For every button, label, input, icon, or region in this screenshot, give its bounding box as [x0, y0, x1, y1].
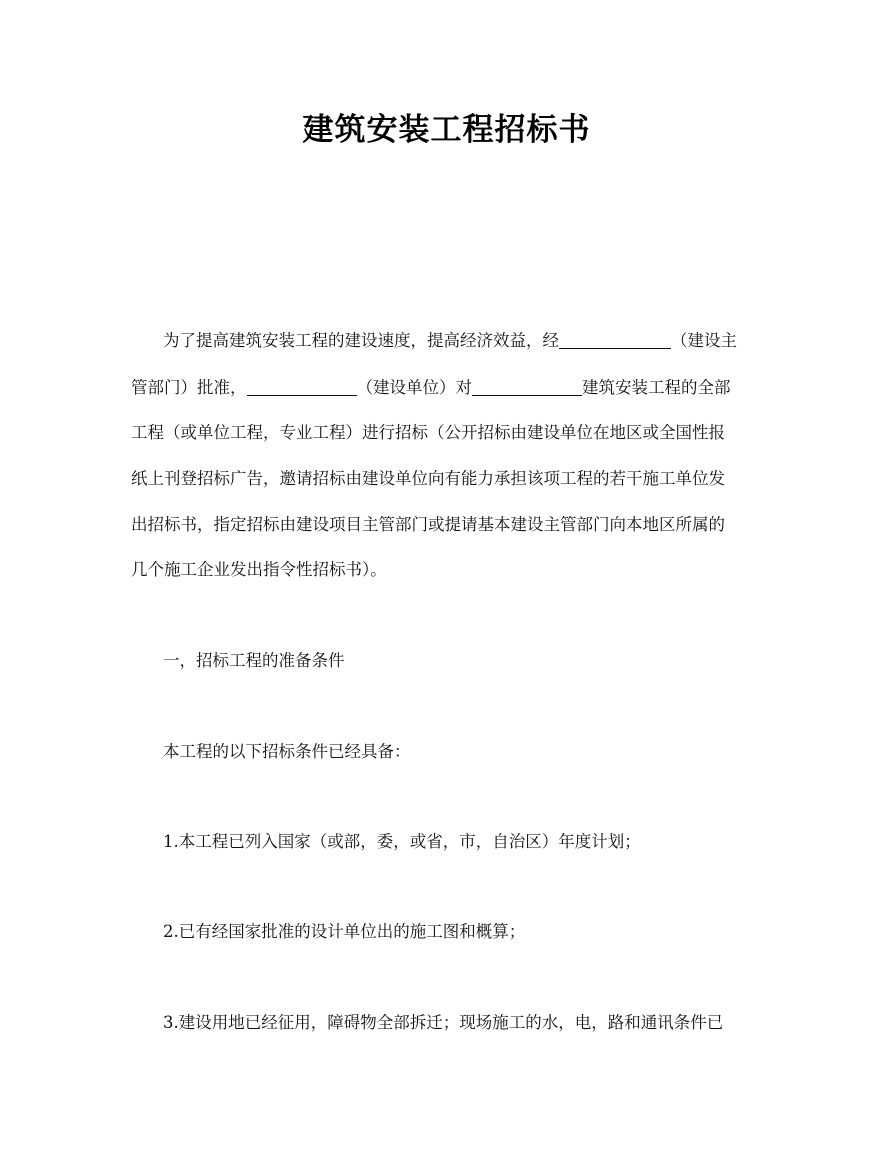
document-title: 建筑安装工程招标书 [302, 112, 591, 148]
blank-authority-field [559, 330, 671, 349]
section-lead: 本工程的以下招标条件已经具备： [163, 742, 411, 761]
blank-owner-field [247, 377, 357, 396]
intro-text: 为了提高建筑安装工程的建设速度，提高经济效益，经 [163, 331, 559, 350]
list-item: 1.本工程已列入国家（或部，委，或省，市，自治区）年度计划； [163, 832, 641, 851]
intro-text: （建设单位）对 [356, 378, 472, 397]
list-item: 2.已有经国家批准的设计单位出的施工图和概算； [163, 922, 526, 941]
blank-project-field [472, 377, 582, 396]
list-item: 3.建设用地已经征用，障碍物全部拆迁；现场施工的水，电，路和通讯条件已 [163, 1013, 724, 1032]
intro-line-4: 纸上刊登招标广告，邀请招标由建设单位向有能力承担该项工程的若干施工单位发 [131, 469, 725, 488]
intro-line-2 [131, 374, 731, 398]
intro-text: （建设主 [671, 331, 737, 350]
intro-text: 建筑安装工程的全部 [582, 378, 731, 397]
intro-line-6: 几个施工企业发出指令性招标书）。 [131, 560, 387, 579]
section-heading: 一，招标工程的准备条件 [163, 651, 345, 670]
intro-line-1 [163, 327, 737, 351]
intro-text: 管部门）批准， [131, 378, 247, 397]
intro-line-3: 工程（或单位工程，专业工程）进行招标（公开招标由建设单位在地区或全国性报 [131, 423, 725, 442]
intro-line-5: 出招标书，指定招标由建设项目主管部门或提请基本建设主管部门向本地区所属的 [131, 515, 725, 534]
